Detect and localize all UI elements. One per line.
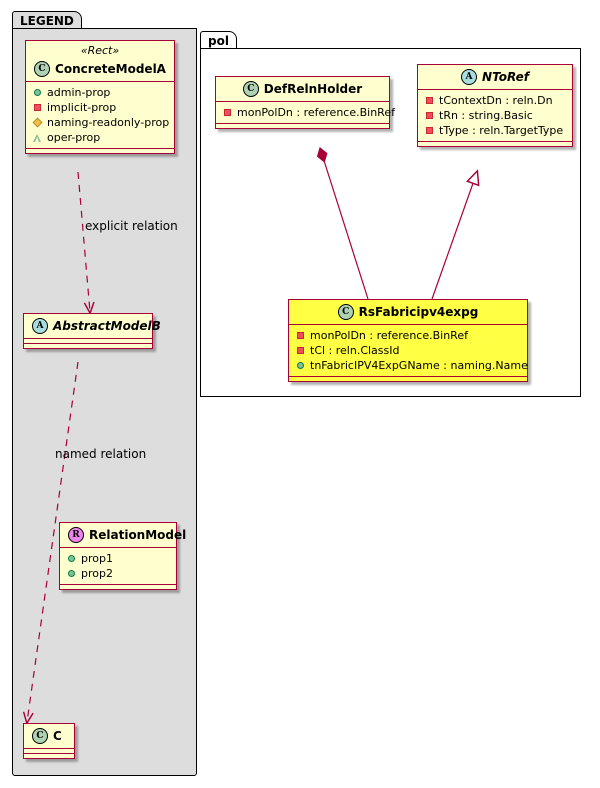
visibility-private-icon [296,346,305,355]
package-label-legend: LEGEND [20,14,74,28]
visibility-private-icon [425,126,434,135]
package-label-pol: pol [208,34,229,48]
attribute-row [425,108,566,123]
attribute-label: naming-readonly-prop [47,115,170,129]
edge-label-explicit-relation: explicit relation [85,219,178,233]
class-title-def-reln-holder [216,77,389,101]
class-node-rs-fabricipv4expg[interactable] [288,299,528,382]
edge-label-named-relation: named relation [55,447,147,461]
visibility-private-icon [425,111,434,120]
attribute-row [296,328,521,343]
abstract-badge-icon: A [461,69,477,85]
relation-badge-icon: R [68,527,84,543]
class-badge-icon: C [243,81,259,97]
attribute-row [33,100,168,115]
class-node-abstract-model-b[interactable] [23,313,161,349]
visibility-private-icon [296,331,305,340]
attribute-row [33,85,168,100]
attribute-list-concrete-model-a [26,82,174,148]
attribute-row [425,93,566,108]
attribute-label: tType : reln.TargetType [439,123,564,137]
visibility-public-icon [67,554,76,563]
attribute-row [67,551,170,566]
class-name-abstract-model-b: AbstractModelB [53,319,161,333]
class-node-concrete-model-a[interactable] [25,40,175,154]
class-node-relation-model[interactable] [59,522,187,590]
stereotype-rect: «Rect» [80,44,120,57]
class-node-n-to-ref[interactable] [417,64,573,147]
attribute-label: tRn : string.Basic [439,108,533,122]
attribute-list-def-reln-holder [216,102,395,123]
class-title-rs-fabricipv4expg [289,300,527,324]
method-list-abstract-model-b [24,344,152,348]
attribute-list-rs-fabricipv4expg [289,325,527,376]
attribute-list-n-to-ref [418,90,572,141]
attribute-label: monPolDn : reference.BinRef [310,328,468,342]
class-title-c [24,724,74,748]
method-list-concrete-model-a [26,149,174,153]
class-title-abstract-model-b [24,314,161,338]
method-list-relation-model [60,585,176,589]
class-badge-icon: C [32,728,48,744]
class-name-concrete-model-a: ConcreteModelA [55,62,166,76]
attribute-label: monPolDn : reference.BinRef [237,105,395,119]
visibility-package-icon [33,133,42,142]
attribute-row [425,123,566,138]
attribute-label: oper-prop [47,130,101,144]
class-name-n-to-ref: NToRef [482,70,529,84]
attribute-label: prop1 [81,551,113,565]
visibility-private-icon [425,96,434,105]
attribute-list-relation-model [60,548,176,584]
class-node-c[interactable] [23,723,75,759]
visibility-private-icon [33,103,42,112]
attribute-label: tCl : reln.ClassId [310,343,400,357]
method-list-rs-fabricipv4expg [289,377,527,381]
attribute-row [296,343,521,358]
method-list-def-reln-holder [216,124,389,128]
class-title-n-to-ref [418,65,572,89]
method-list-c [24,754,74,758]
visibility-public-icon [33,88,42,97]
class-name-rs-fabricipv4expg: RsFabricipv4expg [358,305,479,319]
attribute-label: tContextDn : reln.Dn [439,93,553,107]
abstract-badge-icon: A [32,318,48,334]
visibility-public-icon [67,569,76,578]
attribute-label: admin-prop [47,85,111,99]
attribute-label: prop2 [81,566,113,580]
attribute-row [67,566,170,581]
attribute-row [223,105,395,120]
method-list-n-to-ref [418,142,572,146]
class-title-relation-model [60,523,187,547]
class-name-c: C [53,729,62,743]
attribute-label: implicit-prop [47,100,117,114]
visibility-protected-icon [33,118,42,127]
class-name-def-reln-holder: DefRelnHolder [263,82,363,96]
visibility-private-icon [223,108,232,117]
class-badge-icon: C [34,61,50,77]
class-node-def-reln-holder[interactable] [215,76,395,129]
class-title-concrete-model-a [26,57,174,81]
attribute-row [33,115,168,130]
attribute-row [33,130,168,145]
class-name-relation-model: RelationModel [89,528,187,542]
attribute-label: tnFabricIPV4ExpGName : naming.Name [310,358,528,372]
visibility-public-icon [296,361,305,370]
attribute-row [296,358,528,373]
class-badge-icon: C [338,304,354,320]
